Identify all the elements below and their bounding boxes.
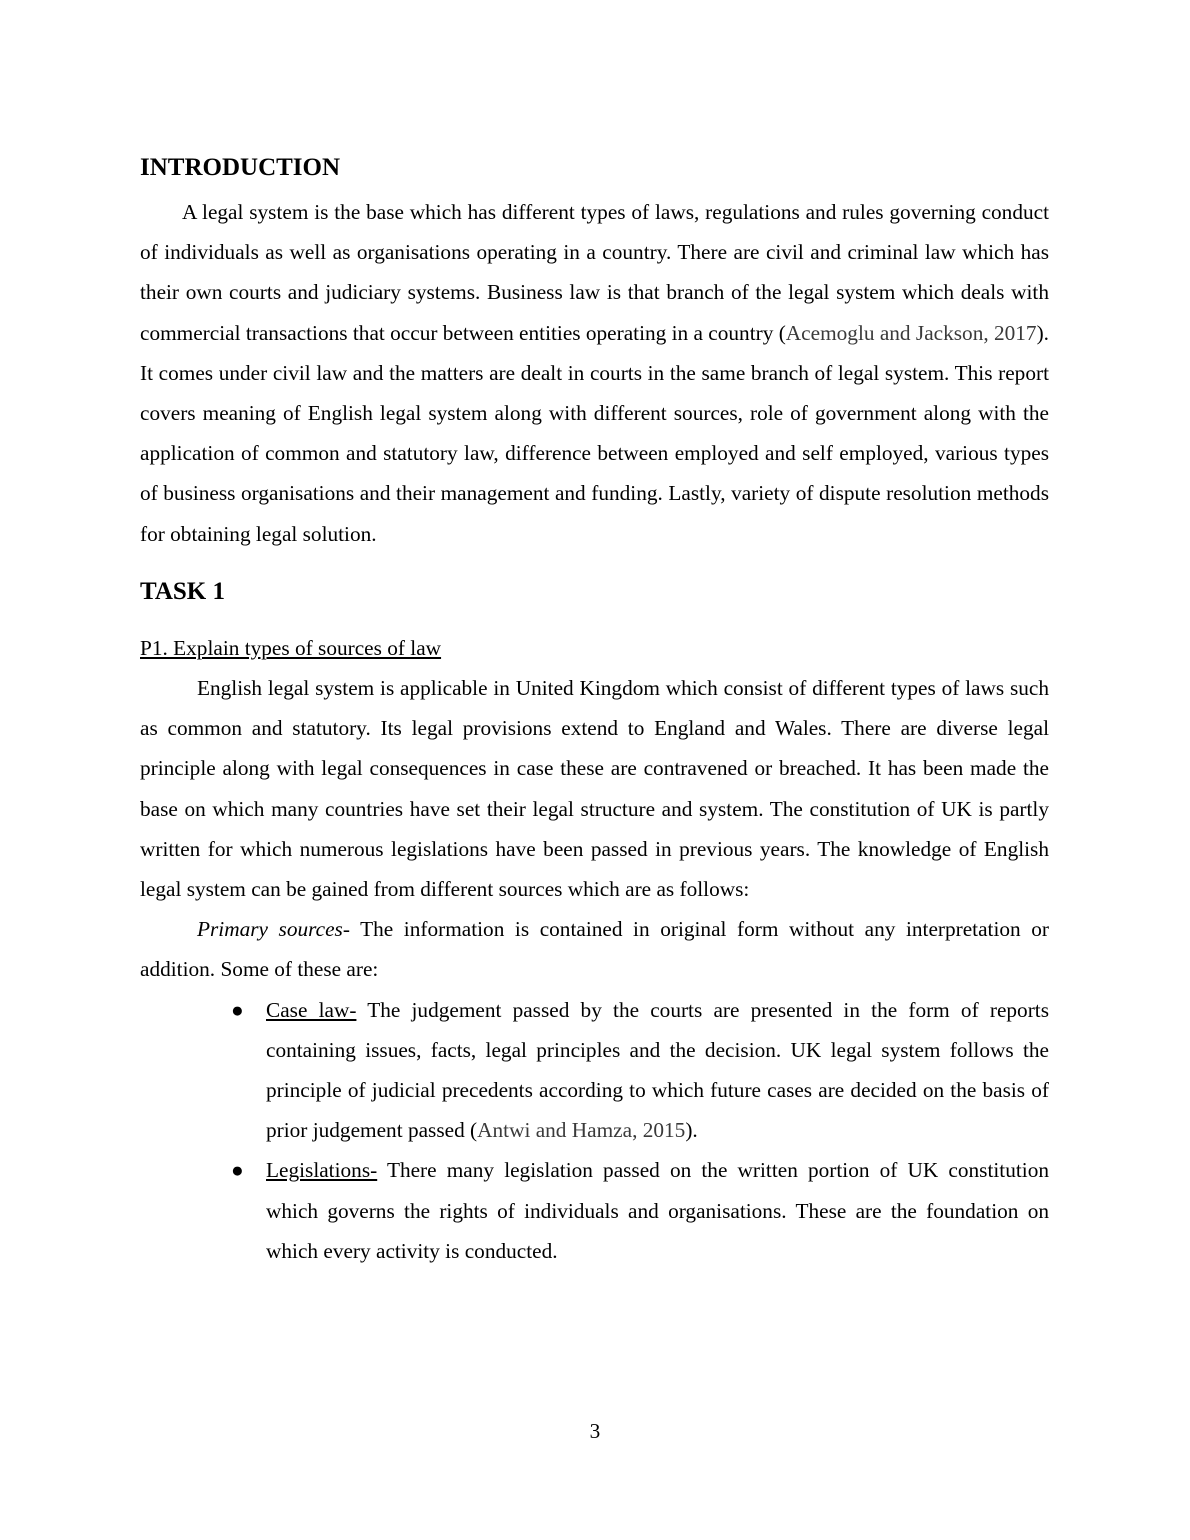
bullet-icon: ●	[231, 997, 244, 1022]
list-item-legislations	[140, 1150, 1049, 1271]
document-page	[140, 150, 1049, 1271]
introduction-heading: INTRODUCTION	[140, 154, 341, 181]
case-law-text-end: ).	[685, 1118, 698, 1143]
case-law-term: Case law-	[266, 997, 357, 1022]
task1-heading: TASK 1	[140, 577, 225, 605]
primary-sources-text: - The information is contained in original form without any interpretation or addition. Some of these are:	[140, 917, 1049, 982]
primary-sources-paragraph	[140, 909, 1049, 989]
citation-antwi: Antwi and Hamza, 2015	[477, 1118, 686, 1143]
page-number: 3	[589, 1419, 601, 1443]
introduction-text-part2: ). It comes under civil law and the matters are dealt in courts in the same branch of legal system. This report covers meaning of English legal system along with different sources, role of government along with the application of common and statutory law, difference between employed and self employed, various types of business organisations and their management and funding. Lastly, variety of dispute resolution methods for obtaining legal solution.	[140, 320, 1050, 546]
legislations-term: Legislations-	[266, 1158, 378, 1183]
task1-paragraph: English legal system is applicable in United Kingdom which consist of different types of laws such as common and statutory. Its legal provisions extend to England and Wales. There are diverse legal principle along with legal consequences in case these are contravened or breached. It has been made the base on which many countries have set their legal structure and system. The constitution of UK is partly written for which numerous legislations have been passed in previous years. The knowledge of English legal system can be gained from different sources which are as follows:	[140, 676, 1049, 902]
sources-bullet-list	[140, 990, 1049, 1271]
case-law-text: The judgement passed by the courts are presented in the form of reports containing issues, facts, legal principles and the decision. UK legal system follows the principle of judicial precedents according to which future cases are decided on the basis of prior judgement passed (	[266, 997, 1049, 1143]
citation-acemoglu: Acemoglu and Jackson, 2017	[785, 320, 1037, 345]
bullet-icon: ●	[231, 1158, 244, 1183]
introduction-text-part1: A legal system is the base which has different types of laws, regulations and rules governing conduct of individuals as well as organisations operating in a country. There are civil and criminal law which has their own courts and judiciary systems. Business law is that branch of the legal system which deals with commercial transactions that occur between entities operating in a country (	[140, 200, 1049, 345]
legislations-text: There many legislation passed on the written portion of UK constitution which governs the rights of individuals and organisations. These are the foundation on which every activity is conducted.	[266, 1158, 1049, 1263]
p1-subheading: P1. Explain types of sources of law	[140, 635, 442, 660]
introduction-paragraph	[140, 192, 1049, 554]
primary-sources-label: Primary sources	[197, 917, 343, 942]
list-item-case-law	[140, 990, 1049, 1151]
